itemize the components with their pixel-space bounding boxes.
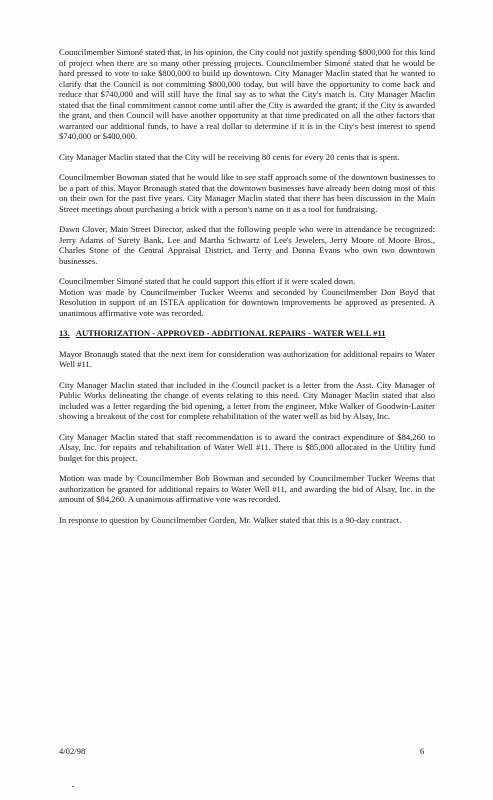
paragraph-motion-water-well: Motion was made by Councilmember Bob Bowman and seconded by Councilmember Tucker Weems that authorization be granted for additional repairs to Water Well #11, and awarding the bid of Alsay, Inc. in the amount of $84,260. A unanimous affirmative vote was recorded. (59, 473, 435, 504)
paragraph-80-cents: City Manager Maclin stated that the City will be receiving 80 cents for every 20 cents that is spent. (59, 151, 400, 162)
section-heading (59, 328, 435, 339)
paragraph-contract-duration: In response to question by Councilmember Gorden, Mr. Walker stated that this is a 90-day contract. (59, 514, 402, 525)
paragraph-bowman-businesses: Councilmember Bowman stated that he would like to see staff approach some of the downtown businesses to be a part of this. Mayor Bronaugh stated that the downtown businesses have already been doing most of this on their own for the past five years. City Manager Maclin stated that there has been discussion in the Main Street meetings about purchasing a brick with a person's name on it as a tool for fundraising. (59, 172, 435, 214)
paragraph-simone-support: Councilmember Simoné stated that he could support this effort if it were scaled down. (59, 276, 356, 286)
footer-date: 4/02/98 (59, 746, 86, 756)
page-number: 6 (420, 746, 425, 756)
paragraph-next-item: Mayor Bronaugh stated that the next item for consideration was authorization for additional repairs to Water Well #11. (59, 348, 435, 369)
paragraph-staff-recommendation: City Manager Maclin stated that staff recommendation is to award the contract expenditure of $84,260 to Alsay, Inc. for repairs and rehabilitation of Water Well #11. There is $85,000 allocated in the Utility fund budget for this project. (59, 431, 435, 463)
section-title: AUTHORIZATION - APPROVED - ADDITIONAL REPAIRS - WATER WELL #11 (75, 328, 386, 338)
document-body (59, 47, 435, 535)
section-number: 13. (59, 328, 70, 338)
paragraph-motion-istea: Motion was made by Councilmember Tucker Weems and seconded by Councilmember Don Boyd that Resolution in support of an ISTEA application for downtown improvements be approved as presented. A unanimous affirmative vote was recorded. (59, 286, 435, 318)
paragraph-council-packet: City Manager Maclin stated that included in the Council packet is a letter from the Asst. City Manager of Public Works delineating the change of events relating to this need. City Manager Maclin stated that also included was a letter regarding the bid opening, a letter from the engineer, Mike Walker of Goodwin-Lasiter showing a breakout of the cost for complete rehabilitation of the water well as bid by Alsay, Inc. (59, 379, 435, 421)
paragraph-clover-recognition: Dawn Clover, Main Street Director, asked that the following people who were in attendance be recognized: Jerry Adams of Surety Bank, Lee and Martha Schwartz of Lee's Jewelers, Jerry Moore of Moore Bros., Charles Stone of the Central Appraisal District, and Terry and Donna Evans who own two downtown businesses. (59, 224, 435, 266)
paragraph-simone-opinion: Councilmember Simoné stated that, in his opinion, the City could not justify spending $800,000 for this kind of project when there are so many other pressing projects. Councilmember Simoné stated that he would be hard pressed to vote to take $800,000 to build up downtown. City Manager Maclin stated that he wanted to clarify that the Council is not committing $800,000 today, but will have the opportunity to come back and reduce that $740,000 and will still have the final say as to what the City's match is. City Manager Maclin stated that the final commitment cannot come until after the City is awarded the grant; if the City is awarded the grant, and then Council will have another opportunity at that time predicated on all the other factors that warranted our additional funds, to have a real dollar to determine if it is in the City's best interest to spend $740,000 or $400,000. (59, 47, 435, 141)
scan-speck (72, 786, 74, 787)
